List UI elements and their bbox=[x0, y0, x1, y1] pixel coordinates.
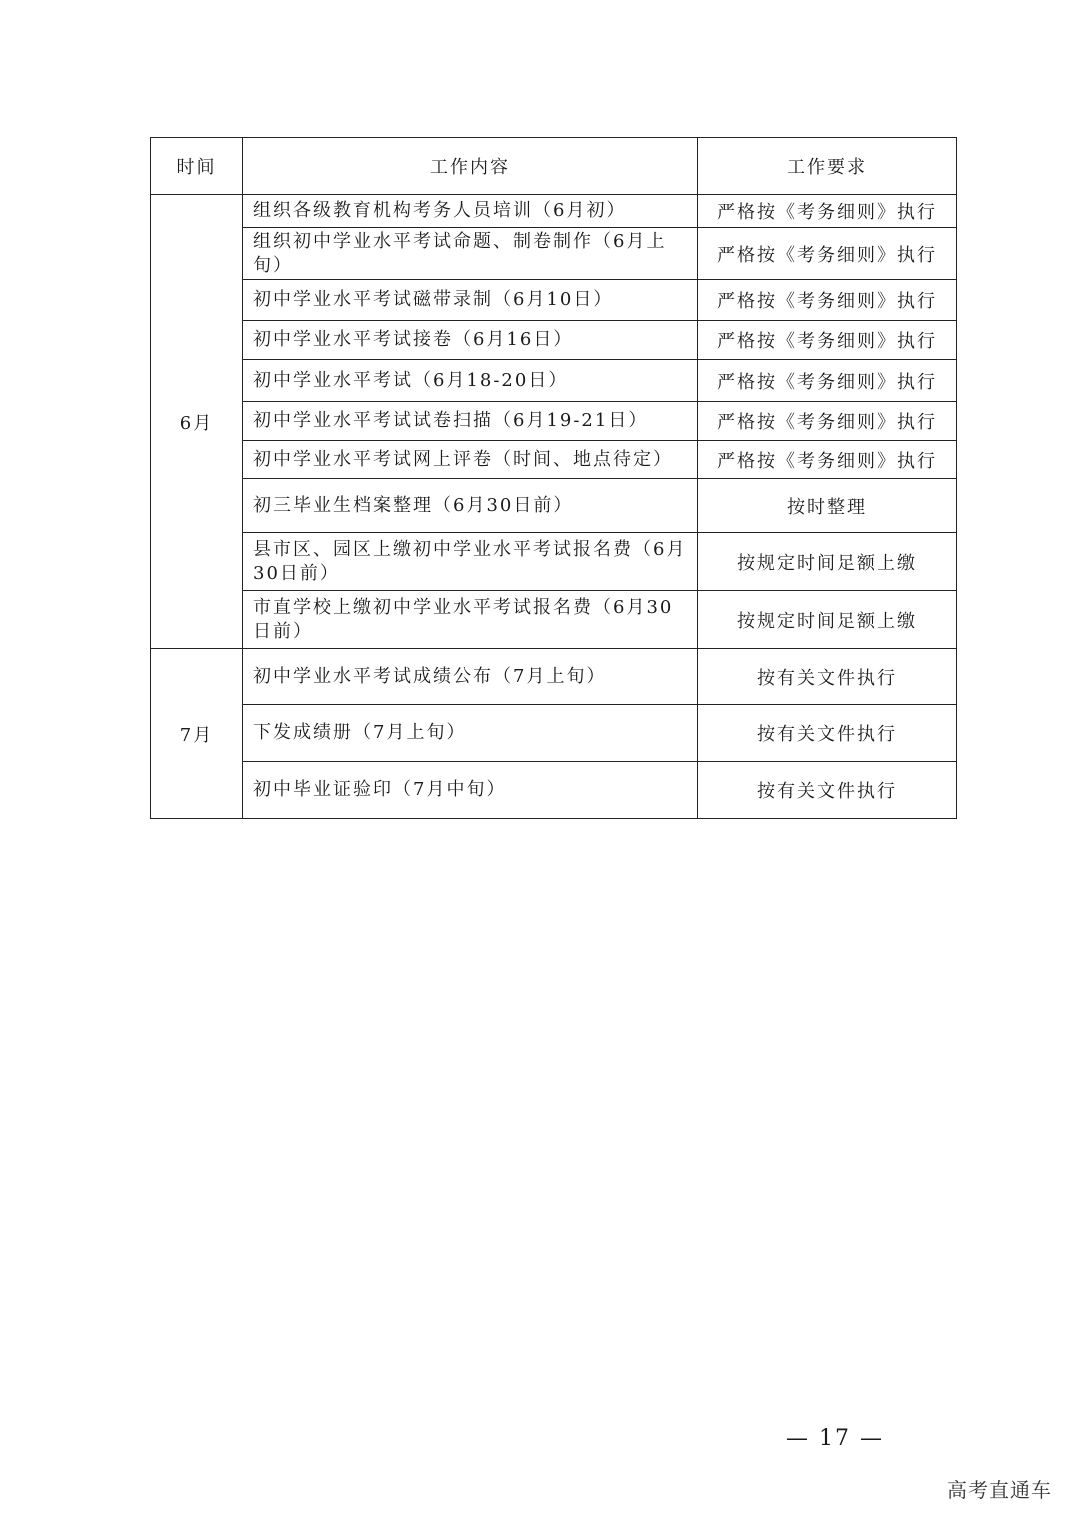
requirement-cell: 严格按《考务细则》执行 bbox=[698, 441, 957, 479]
schedule-table bbox=[150, 137, 957, 819]
table-row bbox=[151, 479, 957, 533]
content-cell: 初中毕业证验印（7月中旬） bbox=[243, 762, 698, 819]
content-cell: 组织各级教育机构考务人员培训（6月初） bbox=[243, 195, 698, 228]
table-row bbox=[151, 533, 957, 591]
content-cell: 初中学业水平考试磁带录制（6月10日） bbox=[243, 280, 698, 321]
content-cell: 初中学业水平考试试卷扫描（6月19-21日） bbox=[243, 402, 698, 441]
time-cell-june: 6月 bbox=[151, 195, 243, 649]
requirement-cell: 按有关文件执行 bbox=[698, 705, 957, 762]
requirement-cell: 按有关文件执行 bbox=[698, 762, 957, 819]
table-row bbox=[151, 195, 957, 228]
table-row bbox=[151, 402, 957, 441]
content-cell: 初中学业水平考试（6月18-20日） bbox=[243, 360, 698, 402]
table-row bbox=[151, 649, 957, 705]
content-cell: 县市区、园区上缴初中学业水平考试报名费（6月30日前） bbox=[243, 533, 698, 591]
table-row bbox=[151, 228, 957, 280]
watermark-text: 高考直通车 bbox=[947, 1478, 1052, 1502]
content-cell: 市直学校上缴初中学业水平考试报名费（6月30日前） bbox=[243, 591, 698, 649]
table-row bbox=[151, 762, 957, 819]
page-number: — 17 — bbox=[786, 1426, 884, 1451]
table-row bbox=[151, 705, 957, 762]
content-cell: 初中学业水平考试接卷（6月16日） bbox=[243, 321, 698, 360]
table-row bbox=[151, 360, 957, 402]
requirement-cell: 严格按《考务细则》执行 bbox=[698, 321, 957, 360]
table-header-row bbox=[151, 138, 957, 195]
table-row bbox=[151, 280, 957, 321]
header-content: 工作内容 bbox=[243, 138, 698, 195]
content-cell: 下发成绩册（7月上旬） bbox=[243, 705, 698, 762]
requirement-cell: 严格按《考务细则》执行 bbox=[698, 402, 957, 441]
requirement-cell: 严格按《考务细则》执行 bbox=[698, 360, 957, 402]
header-time: 时间 bbox=[151, 138, 243, 195]
content-cell: 初中学业水平考试网上评卷（时间、地点待定） bbox=[243, 441, 698, 479]
content-cell: 初三毕业生档案整理（6月30日前） bbox=[243, 479, 698, 533]
requirement-cell: 按规定时间足额上缴 bbox=[698, 591, 957, 649]
requirement-cell: 严格按《考务细则》执行 bbox=[698, 228, 957, 280]
table-row bbox=[151, 441, 957, 479]
time-cell-july: 7月 bbox=[151, 649, 243, 819]
requirement-cell: 按有关文件执行 bbox=[698, 649, 957, 705]
requirement-cell: 按规定时间足额上缴 bbox=[698, 533, 957, 591]
header-requirement: 工作要求 bbox=[698, 138, 957, 195]
content-cell: 初中学业水平考试成绩公布（7月上旬） bbox=[243, 649, 698, 705]
content-cell: 组织初中学业水平考试命题、制卷制作（6月上旬） bbox=[243, 228, 698, 280]
requirement-cell: 按时整理 bbox=[698, 479, 957, 533]
requirement-cell: 严格按《考务细则》执行 bbox=[698, 195, 957, 228]
table-row bbox=[151, 321, 957, 360]
table-row bbox=[151, 591, 957, 649]
requirement-cell: 严格按《考务细则》执行 bbox=[698, 280, 957, 321]
